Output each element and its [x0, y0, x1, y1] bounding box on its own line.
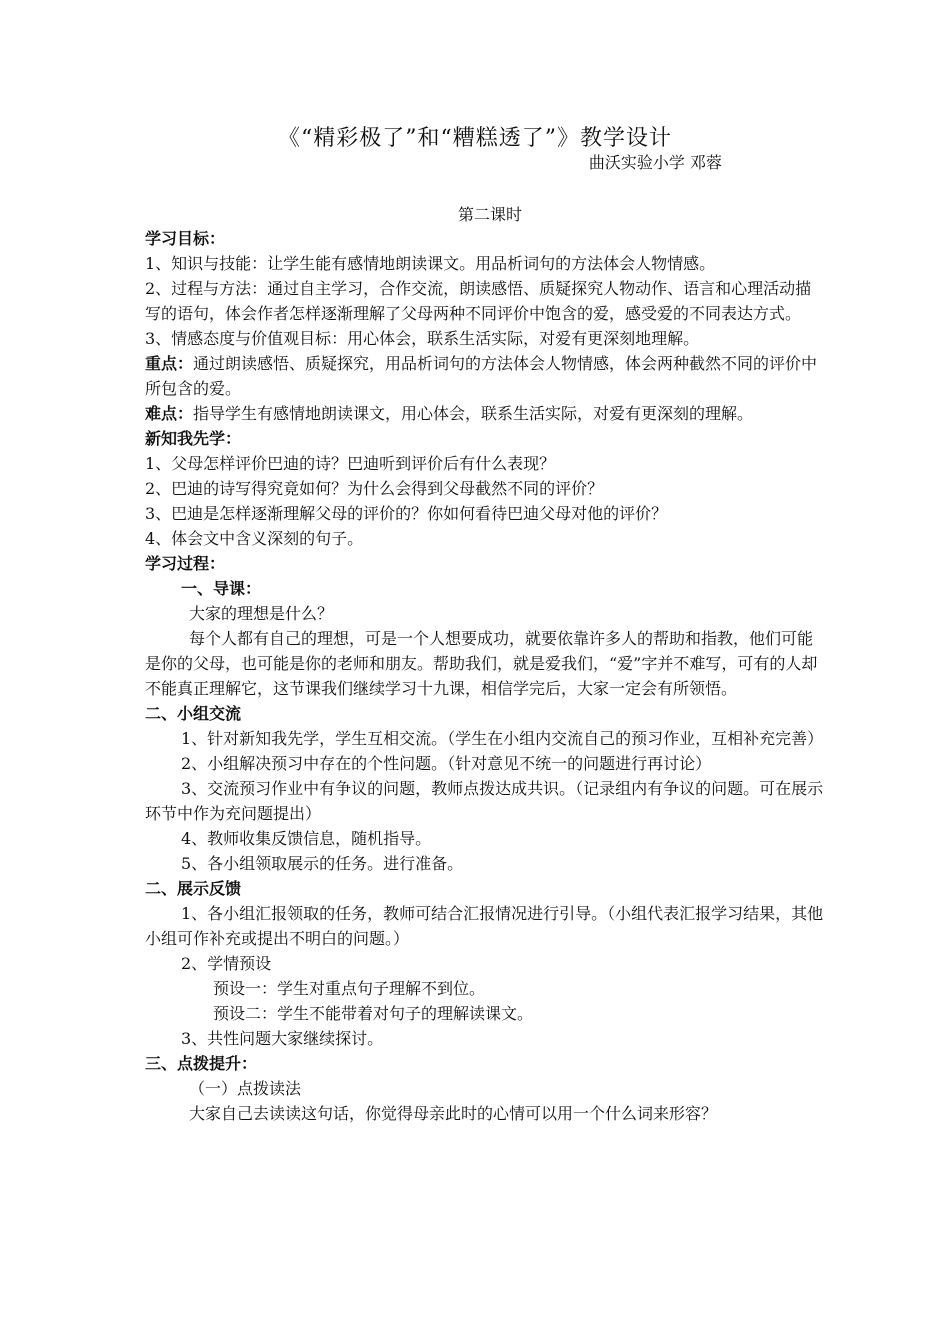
- section-intro-heading: 一、导课：: [181, 579, 262, 598]
- list-item: 1、针对新知我先学，学生互相交流。（学生在小组内交流自己的预习作业，互相补充完善）: [181, 729, 824, 748]
- document-title: 《“精彩极了”和“糟糕透了”》教学设计: [278, 126, 672, 151]
- goal-3: 3、情感态度与价值观目标：用心体会，联系生活实际，对爱有更深刻地理解。: [145, 329, 700, 348]
- preset-item: 预设二：学生不能带着对句子的理解读课文。: [213, 1004, 534, 1023]
- paragraph: 大家自己去读读这句话，你觉得母亲此时的心情可以用一个什么词来形容？: [189, 1104, 718, 1123]
- prestudy-question: 3、巴迪是怎样逐渐理解父母的评价的？你如何看待巴迪父母对他的评价？: [145, 504, 668, 523]
- difficult-point-label: 难点：: [145, 404, 194, 423]
- session-label: 第二课时: [457, 205, 522, 224]
- key-point-text: 通过朗读感悟、质疑探究，用品析词句的方法体会人物情感，体会两种截然不同的评价中所包含的爱。: [145, 354, 818, 398]
- list-item: 4、教师收集反馈信息，随机指导。: [181, 829, 432, 848]
- difficult-point: [145, 401, 825, 426]
- prestudy-question: 2、巴迪的诗写得究竟如何？为什么会得到父母截然不同的评价？: [145, 479, 604, 498]
- difficult-point-text: 指导学生有感情地朗读课文，用心体会，联系生活实际，对爱有更深刻的理解。: [193, 404, 754, 423]
- author-line: 曲沃实验小学 邓蓉: [588, 153, 722, 172]
- list-item: 1、各小组汇报领取的任务，教师可结合汇报情况进行引导。（小组代表汇报学习结果，其他小组可作补充或提出不明白的问题。）: [145, 904, 824, 948]
- list-item: 2、小组解决预习中存在的个性问题。（针对意见不统一的问题进行再讨论）: [181, 754, 712, 773]
- subsection-heading: （一）点拨读法: [189, 1079, 302, 1098]
- prestudy-question: 1、父母怎样评价巴迪的诗？巴迪听到评价后有什么表现？: [145, 454, 556, 473]
- preset-item: 预设一：学生对重点句子理解不到位。: [213, 979, 486, 998]
- goal-2: 2、过程与方法：通过自主学习，合作交流，朗读感悟、质疑探究人物动作、语言和心理活动描写的语句，体会作者怎样逐渐理解了父母两种不同评价中饱含的爱，感受爱的不同表达方式。: [145, 279, 812, 323]
- prestudy-heading: 新知我先学：: [145, 429, 242, 448]
- paragraph: 大家的理想是什么？: [189, 604, 334, 623]
- list-item: 3、交流预习作业中有争议的问题，教师点拨达成共识。（记录组内有争议的问题。可在展示环节中作为充问题提出）: [145, 779, 824, 823]
- document-body: [145, 226, 825, 1126]
- list-item: 3、共性问题大家继续探讨。: [181, 1029, 384, 1048]
- list-item: 5、各小组领取展示的任务。进行准备。: [181, 854, 464, 873]
- key-point-label: 重点：: [145, 354, 194, 373]
- goals-heading: 学习目标：: [145, 229, 226, 248]
- key-point: [145, 351, 825, 401]
- prestudy-question: 4、体会文中含义深刻的句子。: [145, 529, 364, 548]
- process-heading: 学习过程：: [145, 554, 226, 573]
- section-feedback-heading: 二、展示反馈: [145, 879, 242, 898]
- list-item: 2、学情预设: [181, 954, 272, 973]
- section-guidance-heading: 三、点拨提升：: [145, 1054, 258, 1073]
- goal-1: 1、知识与技能：让学生能有感情地朗读课文。用品析词句的方法体会人物情感。: [145, 254, 716, 273]
- section-group-heading: 二、小组交流: [145, 704, 242, 723]
- paragraph: 每个人都有自己的理想，可是一个人想要成功，就要依靠许多人的帮助和指教，他们可能是你的父母，也可能是你的老师和朋友。帮助我们，就是爱我们，“爱”字并不难写，可有的人却不能真正理解它，这节课我们继续学习十九课，相信学完后，大家一定会有所领悟。: [145, 629, 818, 698]
